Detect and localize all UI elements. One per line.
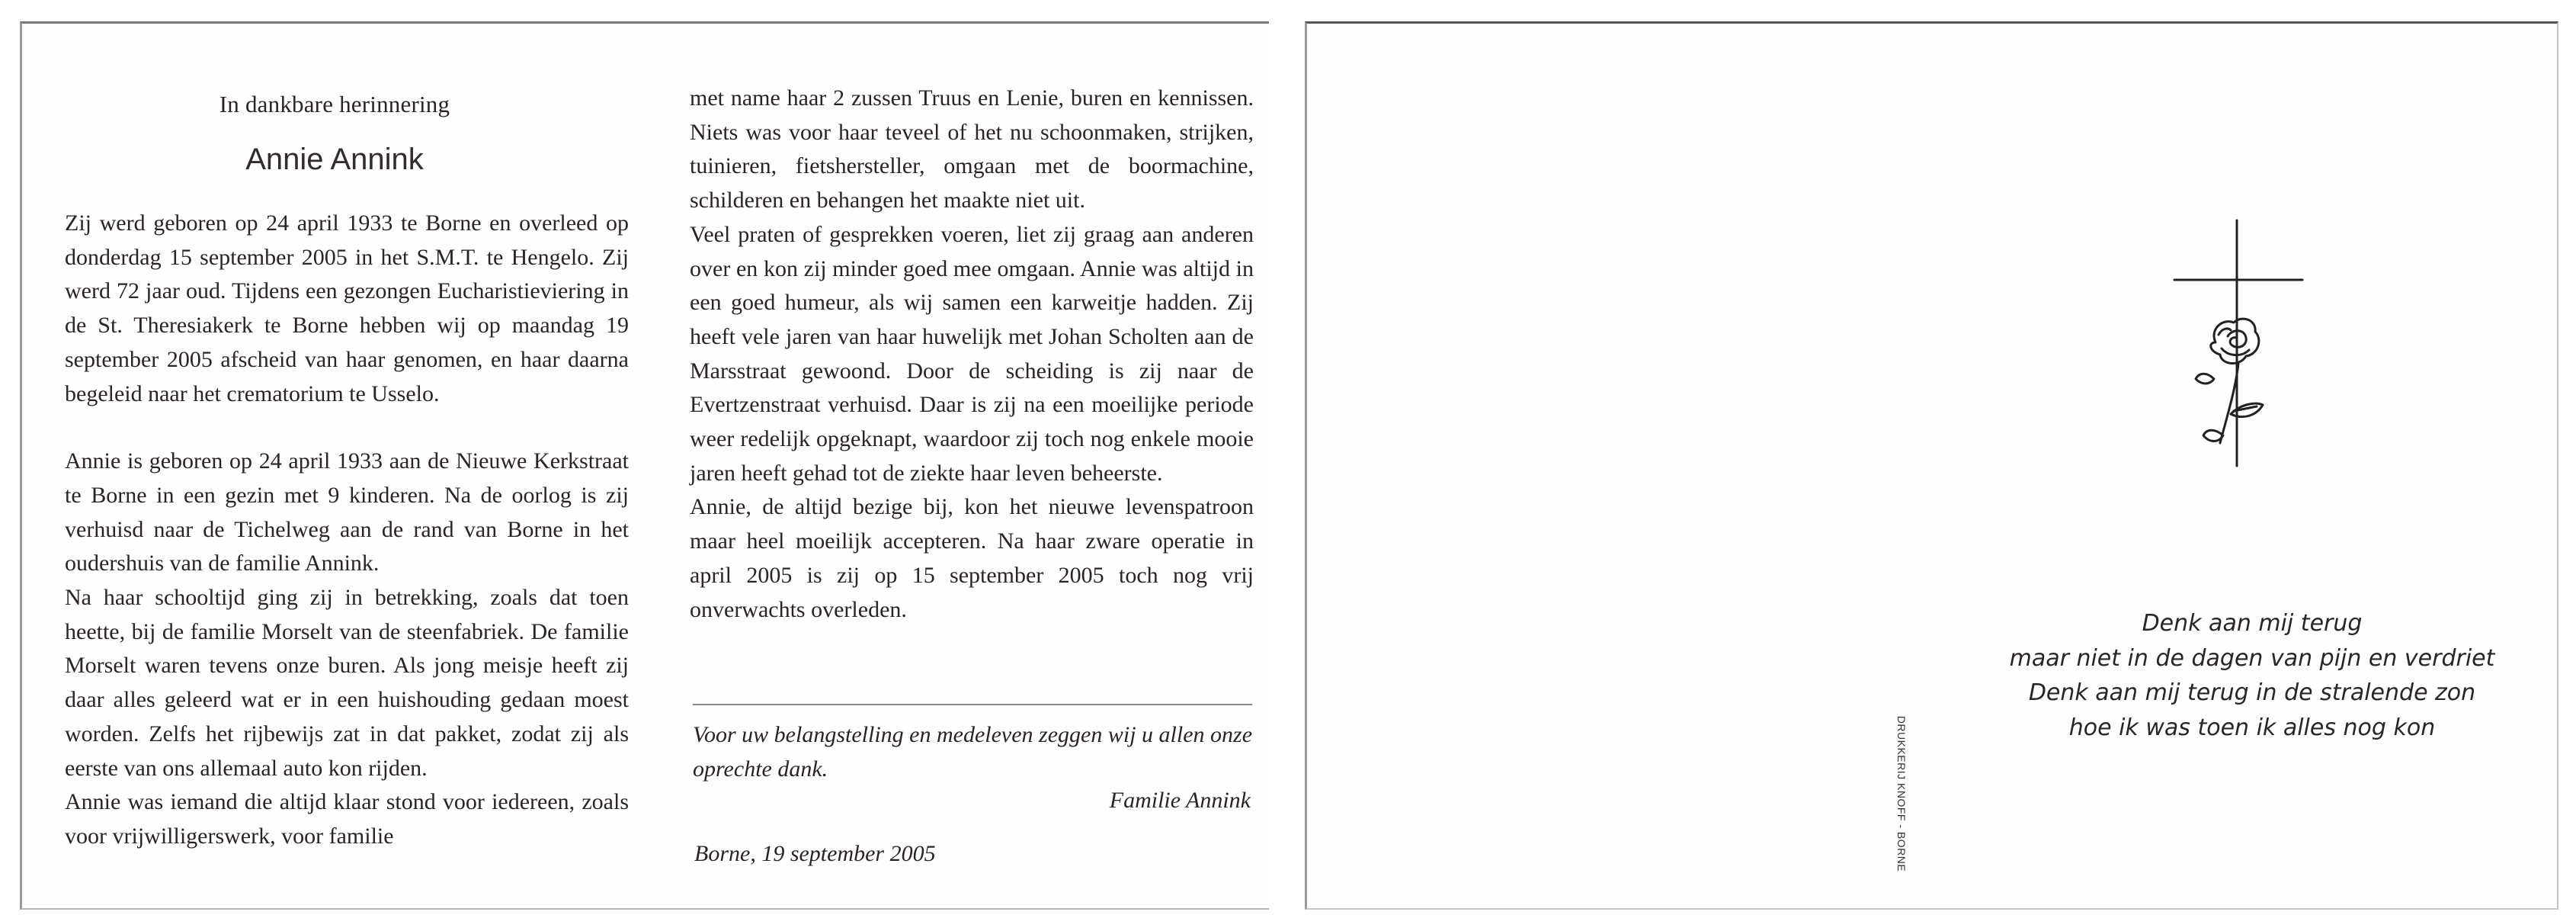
printer-credit: DRUKKERIJ KNOFF - BORNE	[1895, 715, 1908, 872]
biography-paragraph: met name haar 2 zussen Truus en Lenie, buren en kennissen. Niets was voor haar teveel of het nu schoonmaken, strijken, tuinieren, fietshersteller, omgaan met de boormachine, schilderen en behangen het maakte niet uit.	[690, 85, 1254, 214]
place-and-date: Borne, 19 september 2005	[694, 841, 936, 866]
poem-line: hoe ik was toen ik alles nog kon	[2068, 714, 2436, 741]
memorial-card-right-panel	[1305, 21, 2558, 910]
poem-line: maar niet in de dagen van pijn en verdriet	[2009, 644, 2495, 672]
biography-paragraph: Veel praten of gesprekken voeren, liet zij graag aan anderen over en kon zij minder goed mee omgaan. Annie was altijd in een goed humeur, als wij samen een karweitje hadden. Zij heeft vele jaren van haar huwelijk met Johan Scholten aan de Marsstraat gewoond. Door de scheiding is zij naar de Evertzenstraat verhuisd. Daar is zij na een moeilijke periode weer redelijk opgeknapt, waardoor zij toch nog enkele mooie jaren heeft gehad tot de ziekte haar leven beheerste.	[690, 221, 1254, 486]
biography-paragraph: Zij werd geboren op 24 april 1933 te Borne en overleed op donderdag 15 september 2005 in het S.M.T. te Hengelo. Zij werd 72 jaar oud. Tijdens een gezongen Eucharistieviering in de St. Theresiakerk te Borne hebben wij op maandag 19 september 2005 afscheid van haar genomen, en haar daarna begeleid naar het crematorium te Usselo.	[65, 210, 629, 406]
divider-line	[693, 704, 1252, 705]
family-signature: Familie Annink	[1109, 788, 1251, 813]
memorial-poem	[1947, 606, 2557, 745]
poem-line: Denk aan mij terug	[2142, 610, 2363, 637]
biography-column-right	[690, 82, 1254, 627]
memorial-heading: In dankbare herinnering	[219, 91, 450, 117]
biography-paragraph: Annie, de altijd bezige bij, kon het nieuwe levenspatroon maar heel moeilijk accepteren. Na haar zware operatie in april 2005 is zij op 15 september 2005 toch nog vrij onverwachts overleden.	[690, 494, 1254, 622]
poem-line: Denk aan mij terug in de stralende zon	[2028, 679, 2476, 706]
biography-column-left	[65, 207, 629, 854]
biography-paragraph: Annie is geboren op 24 april 1933 aan de Nieuwe Kerkstraat te Borne in een gezin met 9 kinderen. Na de oorlog is zij verhuisd naar de Tichelweg aan de rand van Borne in het oudershuis van de familie Annink.	[65, 448, 629, 576]
biography-paragraph: Annie was iemand die altijd klaar stond voor iedereen, zoals voor vrijwilligerswerk, voor familie	[65, 789, 629, 849]
cross-with-rose-icon	[2168, 214, 2305, 474]
deceased-name: Annie Annink	[245, 143, 424, 176]
biography-paragraph: Na haar schooltijd ging zij in betrekking, zoals dat toen heette, bij de familie Morselt van de steenfabriek. De familie Morselt waren tevens onze buren. Als jong meisje heeft zij daar alles geleerd wat er in een huishouding gedaan moest worden. Zelfs het rijbewijs zat in dat pakket, zodat zij als eerste van ons allemaal auto kon rijden.	[65, 585, 629, 781]
memorial-card-left-panel	[20, 21, 1269, 910]
thanks-message: Voor uw belangstelling en medeleven zeggen wij u allen onze oprechte dank.	[693, 722, 1253, 782]
